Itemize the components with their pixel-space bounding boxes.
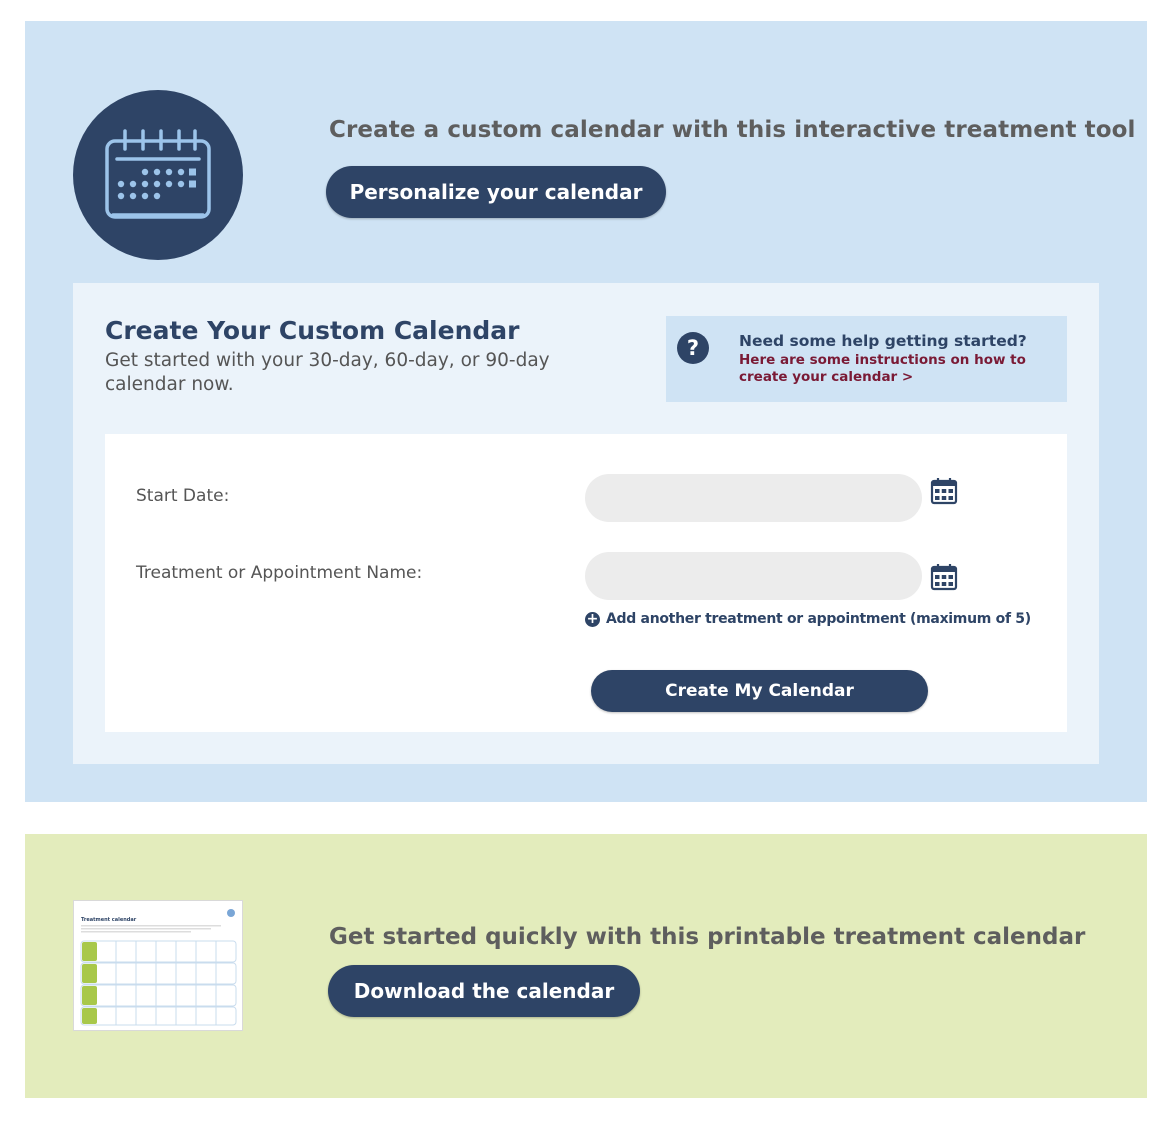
calendar-grid-icon[interactable]	[930, 563, 958, 591]
download-calendar-button[interactable]: Download the calendar	[328, 965, 640, 1017]
start-date-label: Start Date:	[136, 486, 230, 506]
calendar-thumbnail	[73, 900, 243, 1031]
start-date-input[interactable]	[585, 474, 922, 522]
form-subtitle: Get started with your 30-day, 60-day, or 90-day calendar now.	[105, 350, 550, 395]
thumbnail-title: Treatment calendar	[81, 917, 137, 923]
question-icon: ?	[677, 332, 709, 364]
hero-heading: Create a custom calendar with this interactive treatment tool	[329, 117, 1136, 143]
plus-circle-icon: +	[586, 610, 599, 627]
custom-calendar-section	[25, 21, 1147, 802]
personalize-calendar-button[interactable]: Personalize your calendar	[326, 166, 666, 218]
form-title: Create Your Custom Calendar	[105, 316, 520, 345]
calendar-hero-icon	[73, 90, 243, 260]
calendar-icon	[103, 129, 213, 221]
printable-calendar-section	[25, 834, 1147, 1098]
treatment-name-label: Treatment or Appointment Name:	[136, 563, 423, 583]
calendar-grid-icon[interactable]	[930, 477, 958, 505]
help-box	[666, 316, 1067, 402]
treatment-name-input[interactable]	[585, 552, 922, 600]
calendar-form	[105, 434, 1067, 732]
instructions-link[interactable]: Here are some instructions on how to create your calendar >	[739, 352, 1026, 385]
custom-calendar-form-panel	[73, 283, 1099, 764]
add-treatment-label: Add another treatment or appointment (maximum of 5)	[606, 611, 1031, 627]
create-my-calendar-button[interactable]: Create My Calendar	[591, 670, 928, 712]
add-treatment-link[interactable]	[585, 611, 1031, 627]
thumbnail-grid	[74, 901, 242, 1030]
help-title: Need some help getting started?	[739, 332, 1027, 350]
printable-heading: Get started quickly with this printable treatment calendar	[329, 924, 1086, 950]
